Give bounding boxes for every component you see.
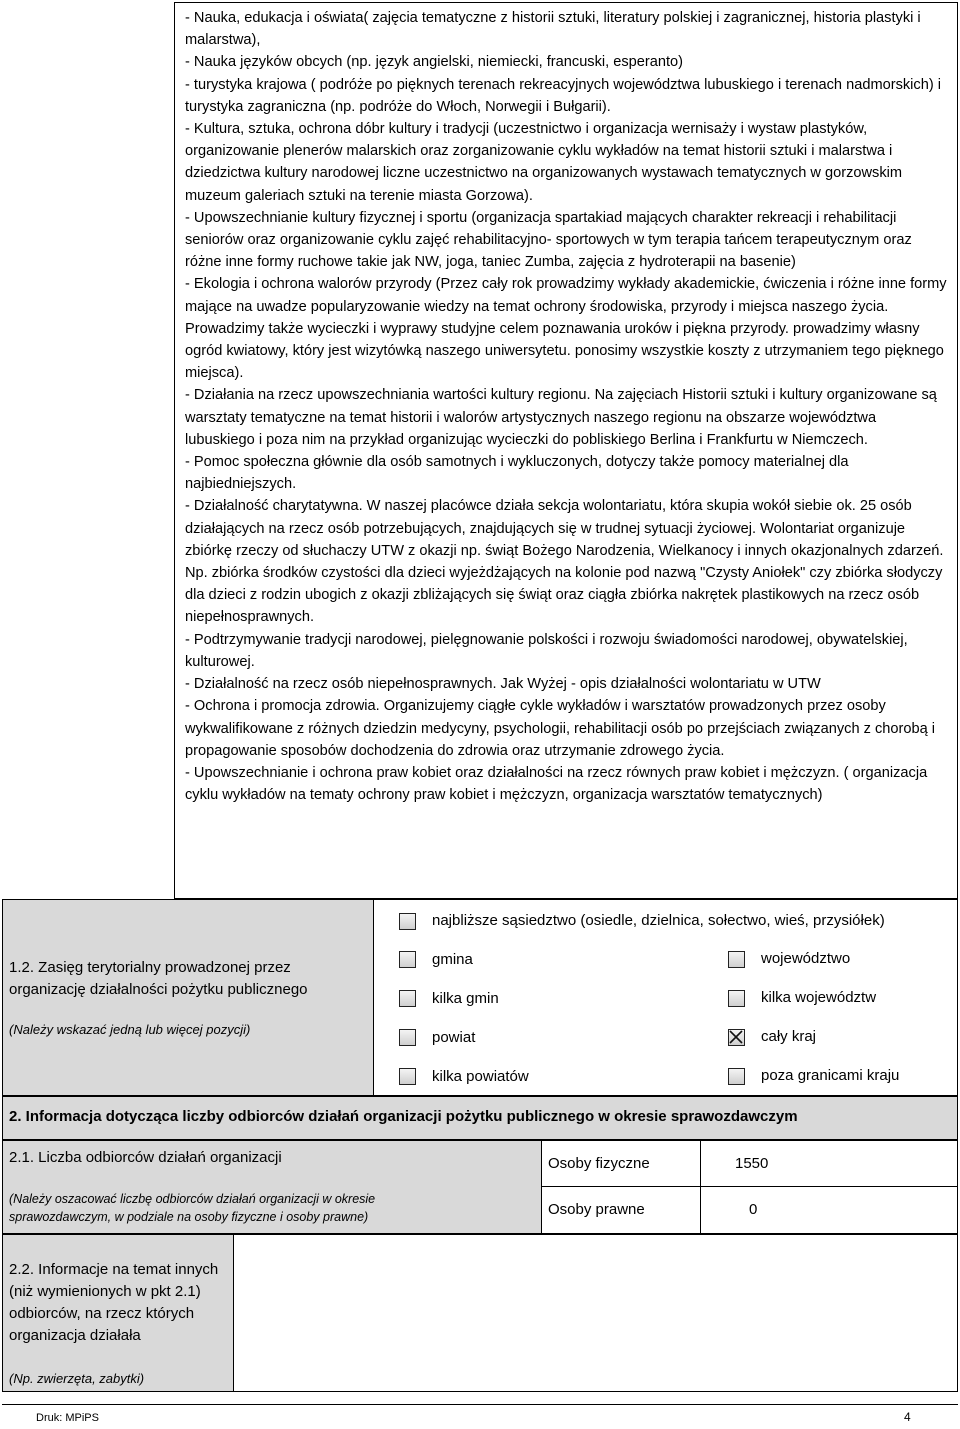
other-recipients-title: 2.2. Informacje na temat innych (niż wymienionych w pkt 2.1) odbiorców, na rzecz których organizacja działała [9,1261,219,1344]
natural-persons-label-cell [541,1140,701,1187]
recipients-count-label-cell [2,1140,542,1234]
activities-box [174,2,958,899]
wojewodztwo-label: województwo [761,950,851,967]
legal-persons-label-cell [541,1186,701,1234]
activity-item: - Ekologia i ochrona walorów przyrody (Przez cały rok prowadzimy wykłady akademickie, ćwiczenia i różne inne formy mające na uwadze popularyzowanie wiedzy na temat ochrony środowiska, przyrody i miejsca naszego życia. Prowadzimy także wycieczki i wyprawy studyjne celem poznawania uroków i piękna przyrody. prowadzimy własny ogród kwiatowy, który jest wizytówką naszego uniwersytetu. ponosimy wszystkie koszty z utrzymaniem tego pięknego miejsca). [185,276,947,382]
legal-persons-value-cell[interactable] [700,1186,958,1234]
footer-rule [2,1404,958,1405]
legal-persons-label: Osoby prawne [548,1201,645,1218]
kilka-wojewodztw-label: kilka województw [761,989,877,1006]
legal-persons-value: 0 [749,1201,758,1218]
activity-item: - Kultura, sztuka, ochrona dóbr kultury i tradycji (uczestnictwo i organizacja wernisaży i wystaw plastyków, organizowanie plenerów malarskich oraz zorganizowanie cyklu wykładów na temat historii sztuki i malarstwa i dziedzictwa kultury narodowej liczne uczestnictwo na organizowanych wystawach tematycznych w gorzowskim muzeum galeriach sztuki na terenie miasta Gorzowa). [185,121,903,204]
activity-item: - Ochrona i promocja zdrowia. Organizujemy ciągłe cykle wykładów i warsztatów prowadzonych przez osoby wykwalifikowane z różnych dziedzin medycyny, psychologii, rehabilitacji osób po przejściach związanych z chorobą i propagowanie sposobów dochodzenia do zdrowia oraz utrzymanie zdrowego życia. [185,698,936,759]
caly-kraj-label: cały kraj [761,1028,817,1045]
section-2-title: 2. Informacja dotycząca liczby odbiorców działań organizacji pożytku publicznego w okresie sprawozdawczym [9,1108,798,1125]
activity-item: - Działania na rzecz upowszechniania wartości kultury regionu. Na zajęciach Historii sztuki i kultury organizowane są warsztaty tematyczne na temat historii i walorów artystycznych naszego regionu na obszarze województwa lubuskiego i poza nim na przykład organizując wycieczki do pobliskiego Berlina i Frankfurtu w Niemczech. [185,387,937,448]
territorial-scope-options-cell [373,899,958,1096]
checkbox-powiat[interactable] [399,1029,416,1046]
kilka-gmin-label: kilka gmin [432,990,499,1007]
natural-persons-value-cell[interactable] [700,1140,958,1187]
checkbox-neighbourhood[interactable] [399,913,416,930]
other-recipients-value-cell[interactable] [233,1234,958,1392]
checkbox-caly-kraj[interactable] [728,1029,745,1046]
kilka-powiatow-label: kilka powiatów [432,1068,529,1085]
activity-item: - Działalność na rzecz osób niepełnosprawnych. Jak Wyżej - opis działalności wolontariatu w UTW [185,676,821,693]
print-label: Druk: MPiPS [36,1412,99,1424]
territorial-scope-note: (Należy wskazać jedną lub więcej pozycji) [9,1022,251,1037]
recipients-count-note: (Należy oszacować liczbę odbiorców działań organizacji w okresie sprawozdawczym, w podziale na osoby fizyczne i osoby prawne) [9,1192,376,1224]
activity-item: - Nauka języków obcych (np. język angielski, niemiecki, francuski, esperanto) [185,54,684,71]
checkbox-wojewodztwo[interactable] [728,951,745,968]
checkbox-kilka-gmin[interactable] [399,990,416,1007]
activity-item: - Podtrzymywanie tradycji narodowej, pielęgnowanie polskości i rozwoju świadomości narodowej, obywatelskiej, kulturowej. [185,631,908,670]
checkbox-kilka-powiatow[interactable] [399,1068,416,1085]
natural-persons-value: 1550 [735,1155,769,1172]
neighbourhood-label: najbliższe sąsiedztwo (osiedle, dzielnica, sołectwo, wieś, przysiółek) [432,912,885,929]
activities-list [185,7,947,806]
territorial-scope-title: 1.2. Zasięg terytorialny prowadzonej przez organizację działalności pożytku publicznego [9,959,308,998]
natural-persons-label: Osoby fizyczne [548,1155,650,1172]
activity-item: - Upowszechnianie i ochrona praw kobiet oraz działalności na rzecz równych praw kobiet i mężczyzn. ( organizacja cyklu wykładów na tematy ochrony praw kobiet i mężczyzn, organizacja warsztatów tematycznych) [185,764,928,804]
other-recipients-note: (Np. zwierzęta, zabytki) [9,1371,145,1386]
other-recipients-label-cell [2,1234,234,1392]
checkbox-kilka-wojewodztw[interactable] [728,990,745,1007]
checkbox-gmina[interactable] [399,951,416,968]
gmina-label: gmina [432,951,473,968]
check-mark-icon [729,1030,743,1044]
activity-item: - Działalność charytatywna. W naszej placówce działa sekcja wolontariatu, która skupia wokół siebie ok. 25 osób działających na rzecz osób potrzebujących, znajdujących się w trudnej sytuacji życiowej. Wolontariat organizuje zbiórkę rzeczy od słuchaczy UTW z okazji np. świąt Bożego Narodzenia, Wielkanocy i innych okazjonalnych zdarzeń. Np. zbiórka środków czystości dla dzieci wyjeżdżających na kolonie pod nazwą "Czysty Aniołek" czy zbiórka słodyczy dla dzieci z rodzin ubogich z okazji zbliżających się świąt oraz ciągła zbiórka nakrętek plastikowych na rzecz osób niepełnosprawnych. [185,498,944,626]
territorial-scope-label-cell [2,899,374,1096]
section-2-header [2,1096,958,1140]
powiat-label: powiat [432,1029,476,1046]
activity-item: - Nauka, edukacja i oświata( zajęcia tematyczne z historii sztuki, literatury polskiej i zagranicznej, historia plastyki i malarstwa), [185,10,921,49]
recipients-count-title: 2.1. Liczba odbiorców działań organizacji [9,1149,282,1166]
page-number: 4 [904,1410,911,1424]
checkbox-poza-granicami[interactable] [728,1068,745,1085]
activity-item: - turystyka krajowa ( podróże po pięknych terenach rekreacyjnych województwa lubuskiego i terenach nadmorskich) i turystyka zagraniczna (np. podróże do Włoch, Norwegii i Bułgarii). [185,76,941,115]
activity-item: - Upowszechnianie kultury fizycznej i sportu (organizacja spartakiad mających charakter rekreacji i rehabilitacji seniorów oraz organizowanie cyklu zajęć rehabilitacyjno- sportowych w tym terapia tańcem terapeutycznym oraz różne inne formy ruchowe takie jak NW, joga, taniec Zumba, zajęcia z hydroterapii na basenie) [185,209,912,271]
poza-granicami-label: poza granicami kraju [761,1067,900,1084]
activity-item: - Pomoc społeczna głównie dla osób samotnych i wykluczonych, dotyczy także pomocy materialnej dla najbiedniejszych. [185,454,849,493]
